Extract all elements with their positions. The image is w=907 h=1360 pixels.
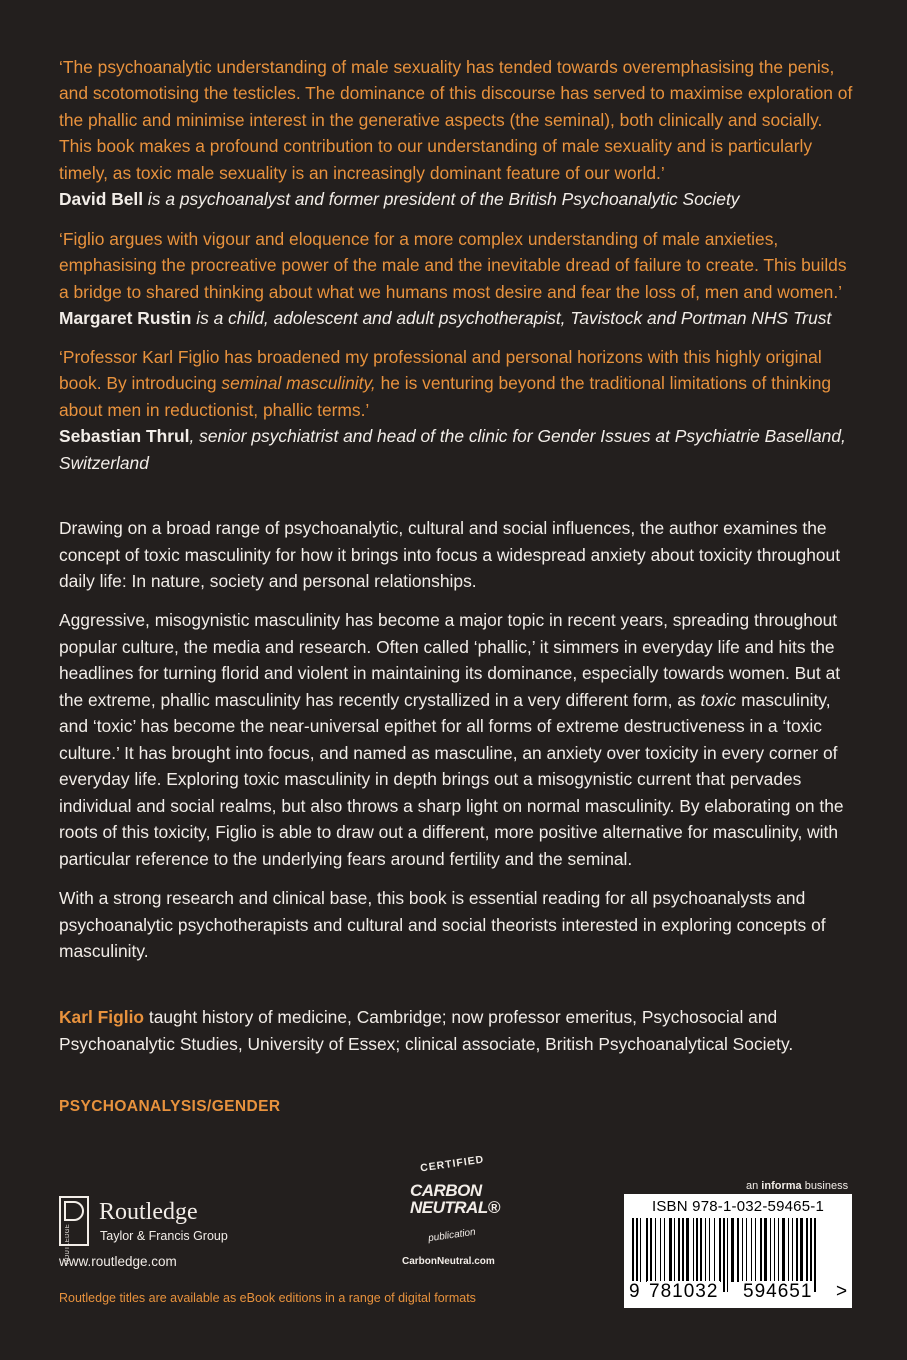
barcode-digits: 9 781032 594651 >: [629, 1281, 848, 1302]
endorsement-1: [59, 54, 859, 212]
carbon-neutral-url: CarbonNeutral.com: [402, 1256, 495, 1267]
publication-label: publication: [427, 1226, 477, 1245]
barcode-bar: [640, 1218, 641, 1282]
barcode-bars: [632, 1218, 844, 1288]
endorsement-3: [59, 344, 859, 476]
description-paragraph-2: Aggressive, misogynistic masculinity has become a major topic in recent years, spreading throughout popular culture, the media and research. Often called ‘phallic,’ it simmers in everyday life and hits the headlines for turning florid and violent in maintaining its dominance, especially towards women. But at the extreme, phallic masculinity has recently crystallized in a very different form, as toxic masculinity, and ‘toxic’ has become the near-universal epithet for all forms of extreme destructiveness in a ‘toxic culture.’ It has brought into focus, and named as masculine, an anxiety over toxicity in every corner of everyday life. Exploring toxic masculinity in depth brings out a misogynistic current that pervades individual and social realms, but also throws a sharp light on normal masculinity. By elaborating on the roots of this toxicity, Figlio is able to draw out a different, more positive alternative for masculinity, with particular reference to the underlying fears around fertility and the seminal.: [59, 610, 844, 869]
barcode-bar: [664, 1218, 665, 1282]
endorser-role: , senior psychiatrist and head of the clinic for Gender Issues at Psychiatrie Baselland, Switzerland: [59, 426, 846, 473]
publisher-url: www.routledge.com: [59, 1254, 177, 1269]
routledge-mark-icon: ROUTLEDGE: [59, 1196, 89, 1246]
ebook-note: Routledge titles are available as eBook editions in a range of digital formats: [59, 1291, 476, 1305]
barcode-bar: [800, 1218, 803, 1282]
subject-category: PSYCHOANALYSIS/GENDER: [59, 1098, 281, 1115]
carbon-neutral-wordmark: CARBON NEUTRAL®: [410, 1181, 500, 1217]
carbon-neutral-badge: [400, 1150, 520, 1275]
barcode-bar: [806, 1218, 808, 1282]
emphasis: toxic: [700, 689, 737, 710]
barcode-bar: [796, 1218, 798, 1282]
publisher-name: Routledge: [99, 1199, 198, 1225]
barcode-bar: [705, 1218, 706, 1282]
endorser-role: is a child, adolescent and adult psychotherapist, Tavistock and Portman NHS Trust: [191, 308, 832, 329]
barcode-bar: [693, 1218, 694, 1282]
barcode-bar: [650, 1218, 652, 1282]
barcode-bar: [770, 1218, 771, 1282]
informa-business: an informa business: [746, 1180, 849, 1192]
endorsement-attribution: [59, 186, 859, 212]
barcode-bar: [655, 1218, 656, 1282]
author-name: Karl Figlio: [59, 1007, 145, 1027]
endorser-name: David Bell: [59, 189, 144, 210]
barcode-bar: [746, 1218, 747, 1282]
emphasis: seminal masculinity,: [221, 373, 376, 394]
barcode-bar: [755, 1218, 756, 1282]
description: [59, 515, 859, 595]
barcode-bar: [674, 1218, 675, 1282]
barcode-bar: [788, 1218, 789, 1282]
barcode-bar: [792, 1218, 793, 1282]
isbn-label: ISBN 978-1-032-59465-1: [651, 1198, 824, 1215]
description-paragraph-3: With a strong research and clinical base, this book is essential reading for all psychoanalysts and psychoanalytic psychotherapists and cultural and social theorists interested in exploring concepts of masculinity.: [59, 888, 826, 961]
description-3: [59, 885, 859, 965]
endorsement-attribution: [59, 423, 859, 476]
endorser-name: Sebastian Thrul: [59, 426, 190, 447]
barcode-bar: [778, 1218, 779, 1282]
barcode-bar: [782, 1218, 785, 1282]
category-block: [59, 1098, 859, 1116]
author-bio: [59, 1004, 859, 1057]
barcode-bar: [714, 1218, 715, 1282]
certified-label: CERTIFIED: [419, 1153, 485, 1175]
barcode-bar: [646, 1218, 648, 1282]
barcode-bar: [719, 1218, 721, 1282]
barcode-bar: [742, 1218, 743, 1282]
barcode-bar: [700, 1218, 702, 1282]
barcode-bar: [660, 1218, 661, 1282]
barcode-bar: [709, 1218, 710, 1282]
endorser-role: is a psychoanalyst and former president of the British Psychoanalytic Society: [143, 189, 740, 210]
isbn-barcode: [624, 1194, 852, 1308]
barcode-bar: [678, 1218, 680, 1282]
barcode-bar: [751, 1218, 752, 1282]
barcode-bar: [760, 1218, 762, 1282]
endorser-name: Margaret Rustin: [59, 308, 192, 329]
barcode-bar: [774, 1218, 775, 1282]
endorsement-quote: ‘The psychoanalytic understanding of male sexuality has tended towards overemphasising the penis, and scotomotising the testicles. The dominance of this discourse has served to maximise exploration of the phallic and minimise interest in the generative aspects (the seminal), both clinically and socially. This book makes a profound contribution to our understanding of male sexuality and is particularly timely, as toxic male sexuality is an increasingly dominant feature of our world.’: [59, 57, 853, 183]
endorsement-quote: ‘Professor Karl Figlio has broadened my professional and personal horizons with this highly original book. By introducing seminal masculinity, he is venturing beyond the traditional limitations of thinking about men in reductionist, phallic terms.’: [59, 347, 832, 420]
endorsement-attribution: [59, 305, 859, 331]
barcode-bar: [696, 1218, 698, 1282]
publisher-group: Taylor & Francis Group: [100, 1229, 228, 1243]
barcode-bar: [682, 1218, 684, 1282]
description-paragraph-1: Drawing on a broad range of psychoanalytic, cultural and social influences, the author examines the concept of toxic masculinity for how it brings into focus a widespread anxiety about toxicity throughout daily life: In nature, society and personal relationships.: [59, 518, 841, 591]
barcode-bar: [731, 1218, 734, 1282]
barcode-bar: [686, 1218, 689, 1282]
barcode-bar: [669, 1218, 672, 1282]
author-bio-text: taught history of medicine, Cambridge; now professor emeritus, Psychosocial and Psychoanalytic Studies, University of Essex; clinical associate, British Psychoanalytical Society.: [59, 1007, 794, 1054]
barcode-bar: [764, 1218, 767, 1282]
endorsement-2: [59, 226, 859, 332]
endorsement-quote: ‘Figlio argues with vigour and eloquence for a more complex understanding of male anxieties, emphasising the procreative power of the male and the inevitable dread of failure to create. This builds a bridge to shared thinking about what we humans most desire and fear the loss of, men and women.’: [59, 229, 847, 302]
barcode-bar: [737, 1218, 739, 1282]
description-2: [59, 607, 859, 872]
